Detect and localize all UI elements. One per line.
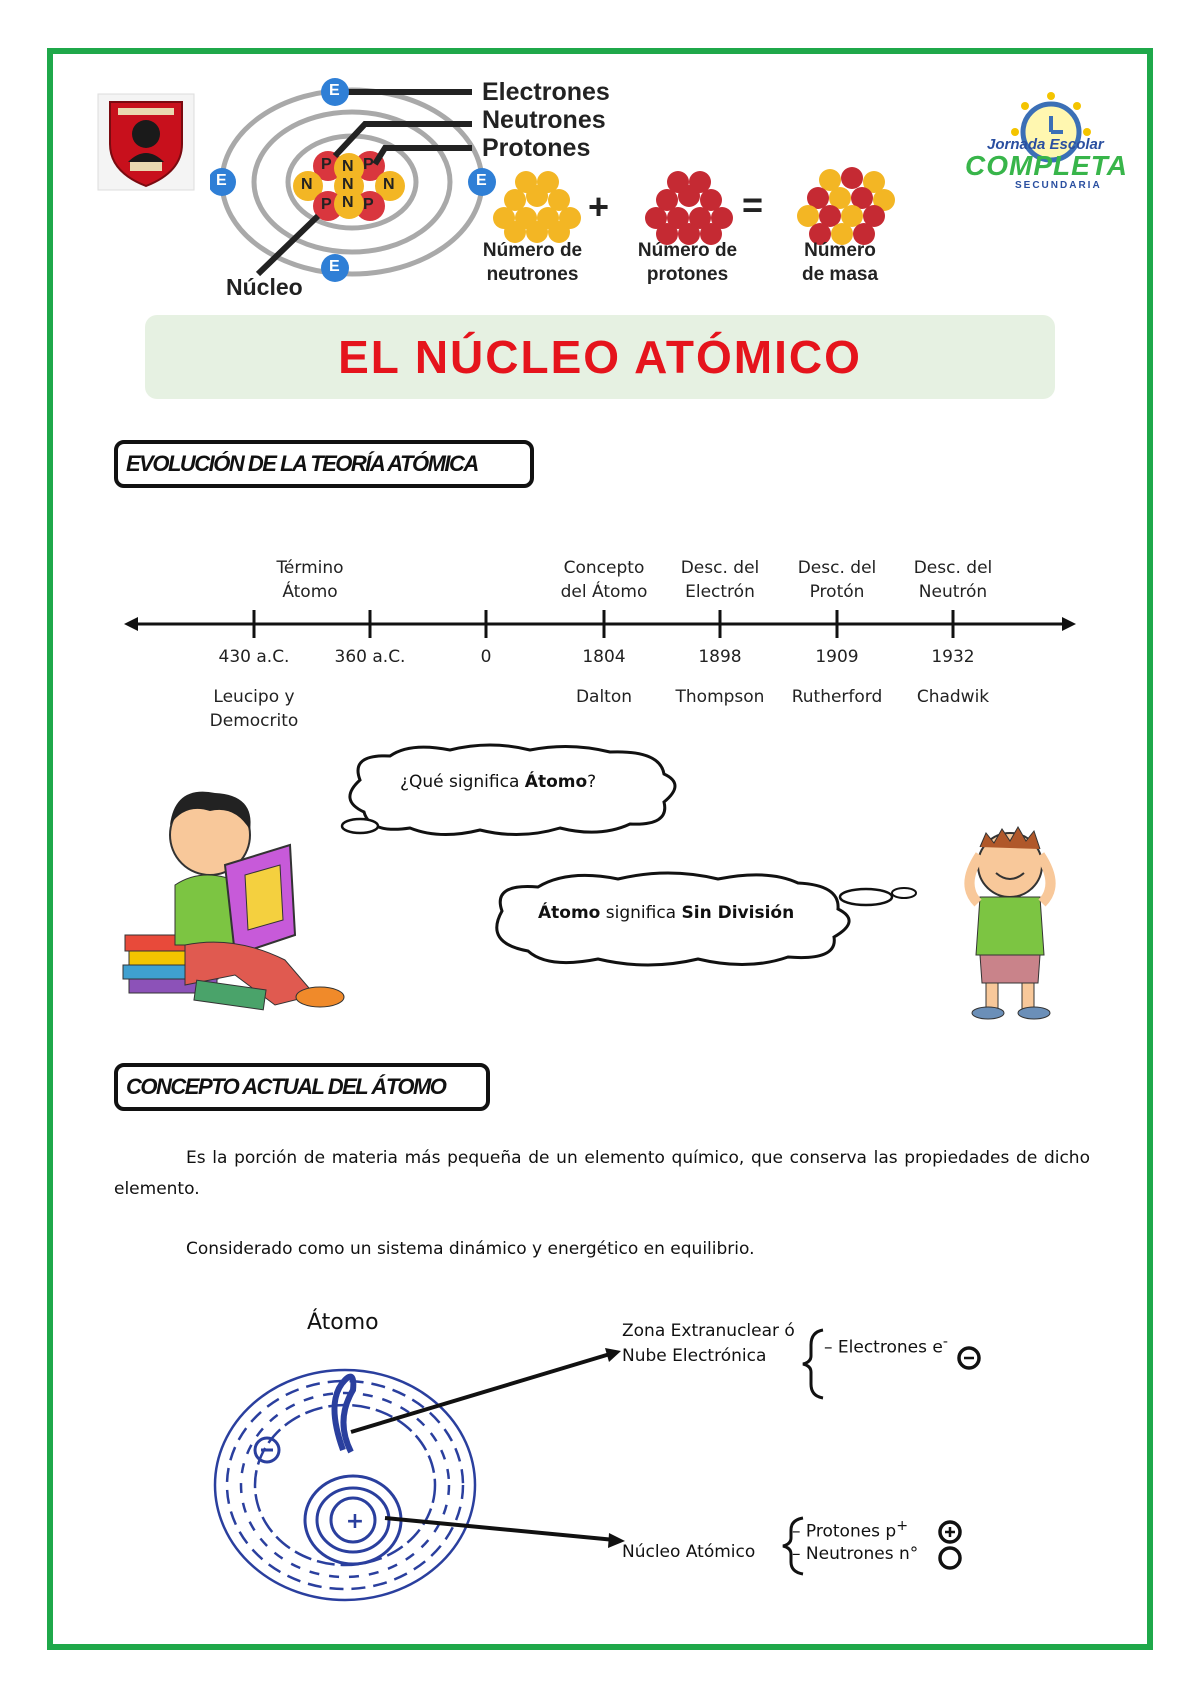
termino-line2: Átomo	[282, 582, 338, 602]
termino-line1: Término	[276, 558, 344, 578]
electron-letter: E	[216, 172, 227, 189]
timeline-year: 0	[480, 647, 492, 667]
thought-bubble-question	[330, 740, 690, 845]
timeline-year: 1898	[698, 647, 742, 667]
label-nucleo: Núcleo	[226, 274, 303, 300]
arrow-nucleo	[385, 1518, 615, 1540]
electrones-item: – Electrones e-	[824, 1334, 948, 1358]
timeline-event-line2: Neutrón	[918, 582, 988, 602]
section-heading-text: CONCEPTO ACTUAL DEL ÁTOMO	[126, 1074, 446, 1099]
section-heading-concepto	[114, 1063, 490, 1111]
logo-line3: SECUNDARIA	[1015, 180, 1102, 191]
paragraph-system: Considerado como un sistema dinámico y energético en equilibrio.	[186, 1239, 755, 1259]
neutral-circle-icon	[940, 1548, 960, 1568]
timeline-year: 430 a.C.	[218, 647, 290, 667]
timeline	[120, 540, 1080, 740]
timeline-person-line1: Leucipo y	[213, 687, 295, 707]
label-num-masa-1: Número	[804, 240, 876, 261]
proton-letter: P	[321, 196, 332, 213]
timeline-person-line2: Democrito	[209, 711, 299, 731]
neutron-letter: N	[383, 176, 395, 193]
school-shield-logo	[96, 92, 196, 192]
timeline-person-line1: Dalton	[575, 687, 633, 707]
neutron-letter: N	[301, 176, 313, 193]
neutron-letter: N	[342, 176, 354, 193]
zona-line2: Nube Electrónica	[622, 1346, 767, 1366]
timeline-year: 1932	[931, 647, 975, 667]
arrow-zona	[351, 1354, 610, 1432]
label-electrones: Electrones	[482, 78, 610, 106]
timeline-person-line1: Rutherford	[791, 687, 883, 707]
paragraph-definition: Es la porción de materia más pequeña de un elemento químico, que conserva las propiedades de dicho elemento.	[114, 1148, 1090, 1199]
label-num-neutrones-2: neutrones	[486, 264, 579, 285]
neutron-letter: N	[342, 194, 354, 211]
proton-letter: P	[321, 156, 332, 173]
timeline-year: 1909	[815, 647, 859, 667]
section-heading-text: EVOLUCIÓN DE LA TEORÍA ATÓMICA	[126, 451, 478, 476]
timeline-event-line1: Desc. del	[797, 558, 877, 578]
timeline-person-line1: Thompson	[675, 687, 765, 707]
label-neutrones: Neutrones	[482, 106, 606, 134]
proton-letter: P	[363, 156, 374, 173]
timeline-event-line2: del Átomo	[560, 582, 648, 602]
timeline-event-line2: Protón	[809, 582, 865, 602]
plus-sign: +	[588, 186, 610, 227]
timeline-event-line1: Desc. del	[680, 558, 760, 578]
electron-letter: E	[329, 82, 340, 99]
label-num-protones-1: Número de	[637, 240, 738, 261]
timeline-arrow-left	[124, 617, 138, 631]
label-protones: Protones	[482, 134, 591, 162]
timeline-year: 1804	[582, 647, 626, 667]
zona-line1: Zona Extranuclear ó	[622, 1321, 795, 1341]
section-heading-evolucion	[114, 440, 534, 488]
boy-reading-illustration	[115, 785, 355, 1015]
bubble-answer-text: Átomo significa Sin División	[538, 903, 795, 923]
boy-thinking-illustration	[930, 825, 1090, 1025]
svg-text:+: +	[345, 1509, 365, 1534]
logo-line2: COMPLETA	[965, 150, 1129, 181]
logo-line1: Jornada Escolar	[987, 136, 1104, 153]
neutron-letter: N	[342, 158, 354, 175]
timeline-event-line1: Concepto	[563, 558, 645, 578]
label-num-protones-2: protones	[646, 264, 729, 285]
electron-letter: E	[476, 172, 487, 189]
label-num-neutrones-1: Número de	[482, 240, 583, 261]
timeline-event-line2: Electrón	[685, 582, 755, 602]
atom-structure-diagram	[210, 78, 970, 308]
proton-letter: P	[363, 196, 374, 213]
equals-sign: =	[742, 184, 764, 225]
protones-item: – Protones p+	[792, 1518, 909, 1542]
nucleo-atomico-label: Núcleo Atómico	[622, 1542, 756, 1562]
electron-letter: E	[329, 258, 340, 275]
label-num-masa-2: de masa	[801, 264, 879, 285]
timeline-arrow-right	[1062, 617, 1076, 631]
neutrones-item: – Neutrones n°	[792, 1544, 919, 1564]
timeline-year: 360 a.C.	[334, 647, 406, 667]
jornada-completa-logo	[965, 92, 1137, 192]
atom-label: Átomo	[307, 1310, 379, 1335]
timeline-person-line1: Chadwik	[916, 687, 990, 707]
timeline-event-line1: Desc. del	[913, 558, 993, 578]
bubble-question-text: ¿Qué significa Átomo?	[400, 772, 597, 792]
page-title: EL NÚCLEO ATÓMICO	[338, 331, 862, 383]
page-title-banner	[145, 315, 1055, 399]
